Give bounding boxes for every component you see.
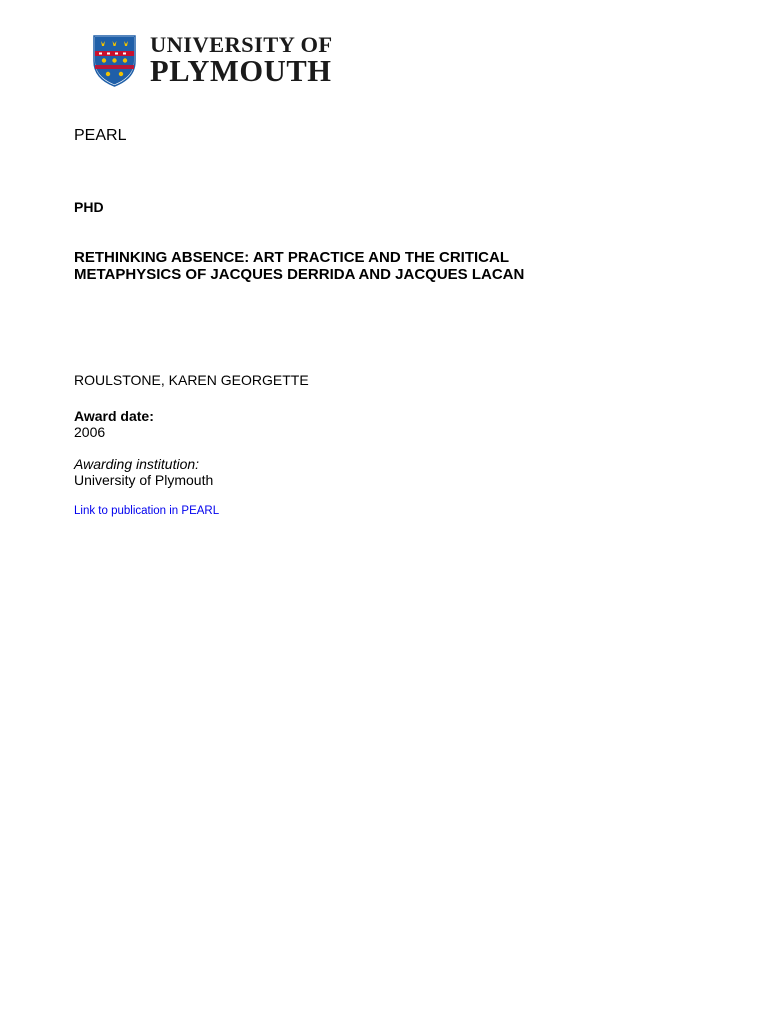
- wordmark-line-2: PLYMOUTH: [150, 53, 332, 88]
- award-date-label: Award date:: [74, 408, 154, 424]
- university-shield-icon: [93, 35, 136, 87]
- awarding-institution-value: University of Plymouth: [74, 472, 214, 488]
- publication-link[interactable]: Link to publication in PEARL: [74, 505, 220, 517]
- author-name: ROULSTONE, KAREN GEORGETTE: [74, 372, 309, 388]
- thesis-title-line-1: RETHINKING ABSENCE: ART PRACTICE AND THE CRITICAL: [74, 249, 509, 266]
- award-date-value: 2006: [74, 424, 106, 440]
- degree-type: PHD: [74, 199, 104, 215]
- repository-name: PEARL: [74, 127, 127, 144]
- thesis-title-line-2: METAPHYSICS OF JACQUES DERRIDA AND JACQUES LACAN: [74, 266, 525, 283]
- university-wordmark: [150, 33, 333, 86]
- awarding-institution-label: Awarding institution:: [74, 456, 200, 472]
- wordmark-line-1: UNIVERSITY OF: [150, 32, 333, 57]
- thesis-title: [74, 249, 674, 283]
- university-logo: [93, 33, 333, 87]
